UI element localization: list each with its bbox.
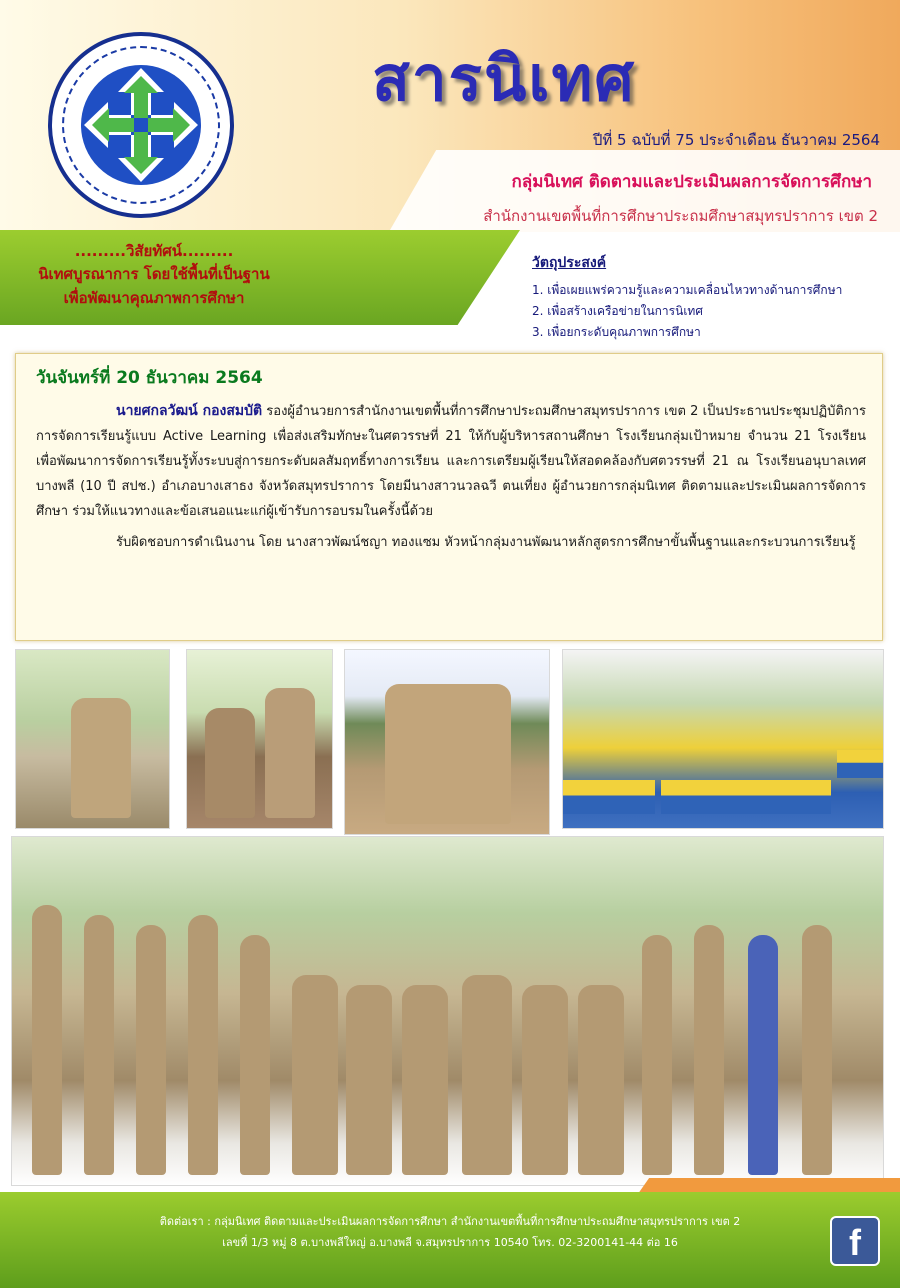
photo-two-attendees bbox=[186, 649, 333, 829]
publisher-group: กลุ่มนิเทศ ติดตามและประเมินผลการจัดการศึกษา bbox=[511, 172, 872, 192]
person-figure bbox=[205, 708, 255, 818]
article-paragraph-2 bbox=[36, 531, 866, 556]
person-figure bbox=[265, 688, 315, 818]
contact-line-2: เลขที่ 1/3 หมู่ 8 ต.บางพลีใหญ่ อ.บางพลี จ.สมุทรปราการ 10540 โทร. 02-3200141-44 ต่อ 16 bbox=[222, 1235, 678, 1249]
article-paragraph-1 bbox=[36, 398, 866, 525]
person-figure bbox=[240, 935, 270, 1175]
person-figure bbox=[71, 698, 131, 818]
table-skirt bbox=[661, 780, 831, 814]
news-article bbox=[15, 353, 883, 641]
person-figure bbox=[292, 975, 338, 1175]
person-figure bbox=[385, 684, 511, 824]
article-body bbox=[36, 398, 866, 556]
person-figure bbox=[694, 925, 724, 1175]
person-figure bbox=[578, 985, 624, 1175]
objectives-heading: วัตถุประสงค์ bbox=[532, 255, 607, 271]
vision-heading: .........วิสัยทัศน์......... bbox=[74, 242, 234, 260]
person-figure bbox=[136, 925, 166, 1175]
objective-item: 1. เพื่อเผยแพร่ความรู้และความเคลื่อนไหวทางด้านการศึกษา bbox=[532, 283, 843, 297]
organization-logo bbox=[48, 32, 234, 218]
objective-item: 2. เพื่อสร้างเครือข่ายในการนิเทศ bbox=[532, 304, 703, 318]
person-figure bbox=[748, 935, 778, 1175]
arrows-logo-icon bbox=[78, 62, 204, 188]
vision-line-1: นิเทศบูรณาการ โดยใช้พื้นที่เป็นฐาน bbox=[38, 265, 270, 284]
person-figure bbox=[802, 925, 832, 1175]
paragraph-2-text: รับผิดชอบการดำเนินงาน โดย นางสาวพัฒน์ชญา ทองแซม หัวหน้ากลุ่มงานพัฒนาหลักสูตรการศึกษาขั้นพื้นฐานและกระบวนการเรียนรู้ bbox=[116, 534, 856, 550]
newsletter-title: สารนิเทศ bbox=[372, 42, 636, 115]
table-skirt bbox=[837, 750, 884, 778]
person-figure bbox=[402, 985, 448, 1175]
vision-line-2: เพื่อพัฒนาคุณภาพการศึกษา bbox=[63, 288, 245, 307]
person-figure bbox=[642, 935, 672, 1175]
person-figure bbox=[32, 905, 62, 1175]
issue-info: ปีที่ 5 ฉบับที่ 75 ประจำเดือน ธันวาคม 2564 bbox=[592, 131, 880, 149]
vision-block bbox=[24, 240, 284, 310]
photo-speaker-female bbox=[15, 649, 170, 829]
person-figure bbox=[462, 975, 512, 1175]
objectives-block bbox=[532, 252, 892, 343]
photo-meeting-tables bbox=[562, 649, 884, 829]
publisher-office: สำนักงานเขตพื้นที่การศึกษาประถมศึกษาสมุทรปราการ เขต 2 bbox=[483, 207, 878, 225]
person-figure bbox=[522, 985, 568, 1175]
photo-chairman-speaking bbox=[344, 649, 550, 835]
lead-person-name: นายศกลวัฒน์ กองสมบัติ bbox=[116, 403, 263, 419]
person-figure bbox=[188, 915, 218, 1175]
table-skirt bbox=[563, 780, 655, 814]
contact-line-1: ติดต่อเรา : กลุ่มนิเทศ ติดตามและประเมินผลการจัดการศึกษา สำนักงานเขตพื้นที่การศึกษาประถมศึกษาสมุทรปราการ เขต 2 bbox=[159, 1215, 741, 1228]
facebook-icon[interactable]: f bbox=[830, 1216, 880, 1266]
person-figure bbox=[346, 985, 392, 1175]
article-date: วันจันทร์ที่ 20 ธันวาคม 2564 bbox=[36, 368, 263, 388]
paragraph-1-text: รองผู้อำนวยการสำนักงานเขตพื้นที่การศึกษาประถมศึกษาสมุทรปราการ เขต 2 เป็นประธานประชุมปฏิบัติการการจัดการเรียนรู้แบบ Active Learning เพื่อส่งเสริมทักษะในศตวรรษที่ 21 ให้กับผู้บริหารสถานศึกษา โรงเรียนกลุ่มเป้าหมาย จำนวน 21 โรงเรียน เพื่อพัฒนาการจัดการเรียนรู้ทั้งระบบสู่การยกระดับผลสัมฤทธิ์ทางการเรียน และการเตรียมผู้เรียนให้สอดคล้องกับศตวรรษที่ 21 ณ โรงเรียนอนุบาลเทศบางพลี (10 ปี สปช.) อำเภอบางเสาธง จังหวัดสมุทรปราการ โดยมีนางสาวนวลฉวี ตนเที่ยง ผู้อำนวยการกลุ่มนิเทศ ติดตามและประเมินผลการจัดการศึกษา ร่วมให้แนวทางและข้อเสนอแนะแก่ผู้เข้ารับการอบรมในครั้งนี้ด้วย bbox=[36, 404, 866, 519]
person-figure bbox=[84, 915, 114, 1175]
contact-info bbox=[0, 1212, 900, 1254]
objective-item: 3. เพื่อยกระดับคุณภาพการศึกษา bbox=[532, 325, 701, 339]
photo-group-portrait bbox=[11, 836, 884, 1186]
